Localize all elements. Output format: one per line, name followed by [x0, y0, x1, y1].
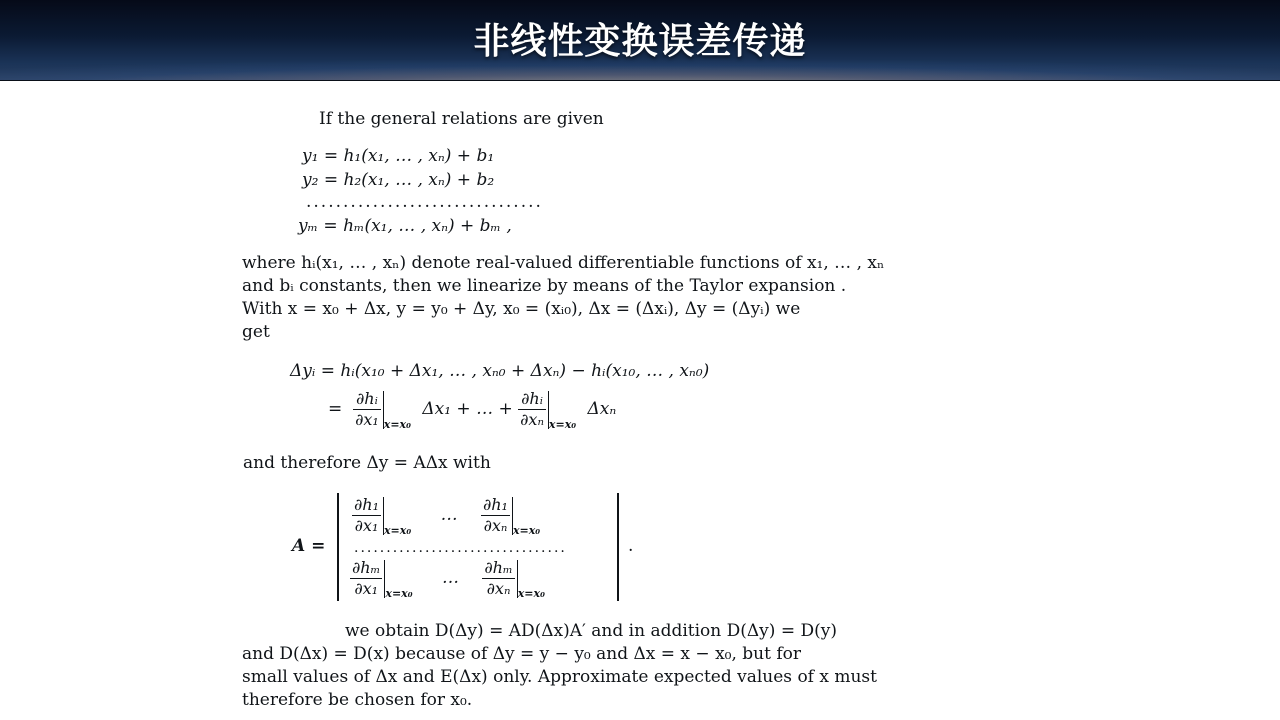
- taylor-line-1: Δyᵢ = hᵢ(x₁₀ + Δx₁, … , xₙ₀ + Δxₙ) − hᵢ(x₁₀, … , xₙ₀): [290, 361, 710, 381]
- matrix-entry-mn: [482, 558, 514, 599]
- fraction-numerator: ∂h₁: [482, 495, 508, 514]
- evaluation-point: x=x₀: [512, 524, 541, 537]
- taylor-last-term: Δxₙ: [587, 399, 617, 419]
- para1-line4: get: [242, 322, 270, 342]
- taylor-middle-terms: Δx₁ + … +: [422, 399, 513, 419]
- fraction-denominator: ∂x₁: [355, 410, 379, 429]
- para1-line1: where hᵢ(x₁, … , xₙ) denote real-valued differentiable functions of x₁, … , xₙ: [242, 253, 885, 273]
- therefore-line: and therefore Δy = AΔx with: [243, 453, 491, 473]
- para2-line1: we obtain D(Δy) = AD(Δx)A′ and in addition D(Δy) = D(y): [345, 621, 837, 641]
- para2-line2: and D(Δx) = D(x) because of Δy = y − y₀ and Δx = x − x₀, but for: [242, 644, 801, 664]
- evaluation-point: x=x₀: [548, 418, 577, 431]
- fraction-numerator: ∂hᵢ: [353, 389, 381, 410]
- fraction-denominator: ∂x₁: [354, 579, 379, 598]
- para1-line2: and bᵢ constants, then we linearize by means of the Taylor expansion .: [242, 276, 847, 296]
- fraction-numerator: ∂h₁: [354, 495, 379, 514]
- matrix-lhs: A =: [292, 536, 326, 556]
- relation-row-2: y₂ = h₂(x₁, … , xₙ) + b₂: [302, 170, 495, 190]
- evaluation-point: x=x₀: [383, 418, 411, 431]
- intro-text: If the general relations are given: [319, 109, 604, 129]
- para2-line4: therefore be chosen for x₀.: [242, 690, 473, 710]
- matrix-right-bar: [617, 493, 619, 601]
- relation-row-m: yₘ = hₘ(x₁, … , xₙ) + bₘ ,: [298, 216, 512, 236]
- partial-fraction-n: [518, 389, 546, 430]
- taylor-line-2: [328, 386, 616, 448]
- partial-fraction-1: [353, 389, 381, 430]
- matrix-dots-row: .................................: [354, 540, 567, 556]
- matrix-row-m: [350, 555, 551, 617]
- ellipsis: …: [441, 568, 459, 588]
- evaluation-point: x=x₀: [385, 587, 413, 600]
- evaluation-point: x=x₀: [517, 587, 545, 600]
- evaluation-point: x=x₀: [384, 524, 412, 537]
- fraction-numerator: ∂hₘ: [484, 558, 513, 577]
- fraction-numerator: ∂hₘ: [352, 558, 381, 577]
- para1-line3: With x = x₀ + Δx, y = y₀ + Δy, x₀ = (xᵢ₀), Δx = (Δxᵢ), Δy = (Δyᵢ) we: [242, 299, 801, 319]
- relation-ellipsis-row: ................................: [306, 192, 543, 212]
- paper-excerpt: [240, 100, 900, 720]
- fraction-denominator: ∂xₙ: [486, 579, 511, 598]
- para2-line3: small values of Δx and E(Δx) only. Approximate expected values of x must: [242, 667, 877, 687]
- fraction-denominator: ∂xₙ: [483, 516, 508, 535]
- matrix-entry-1n: [481, 495, 510, 536]
- ellipsis: …: [440, 505, 458, 525]
- equals-sign: =: [328, 399, 343, 419]
- relation-row-1: y₁ = h₁(x₁, … , xₙ) + b₁: [302, 146, 495, 166]
- matrix-entry-11: [352, 495, 381, 536]
- fraction-denominator: ∂xₙ: [520, 410, 544, 429]
- fraction-denominator: ∂x₁: [354, 516, 379, 535]
- matrix-left-bar: [337, 493, 339, 601]
- slide-title: 非线性变换误差传递: [473, 21, 807, 62]
- matrix-entry-m1: [350, 558, 382, 599]
- matrix-period: .: [628, 536, 634, 556]
- fraction-numerator: ∂hᵢ: [518, 389, 546, 410]
- title-banner: [0, 0, 1280, 81]
